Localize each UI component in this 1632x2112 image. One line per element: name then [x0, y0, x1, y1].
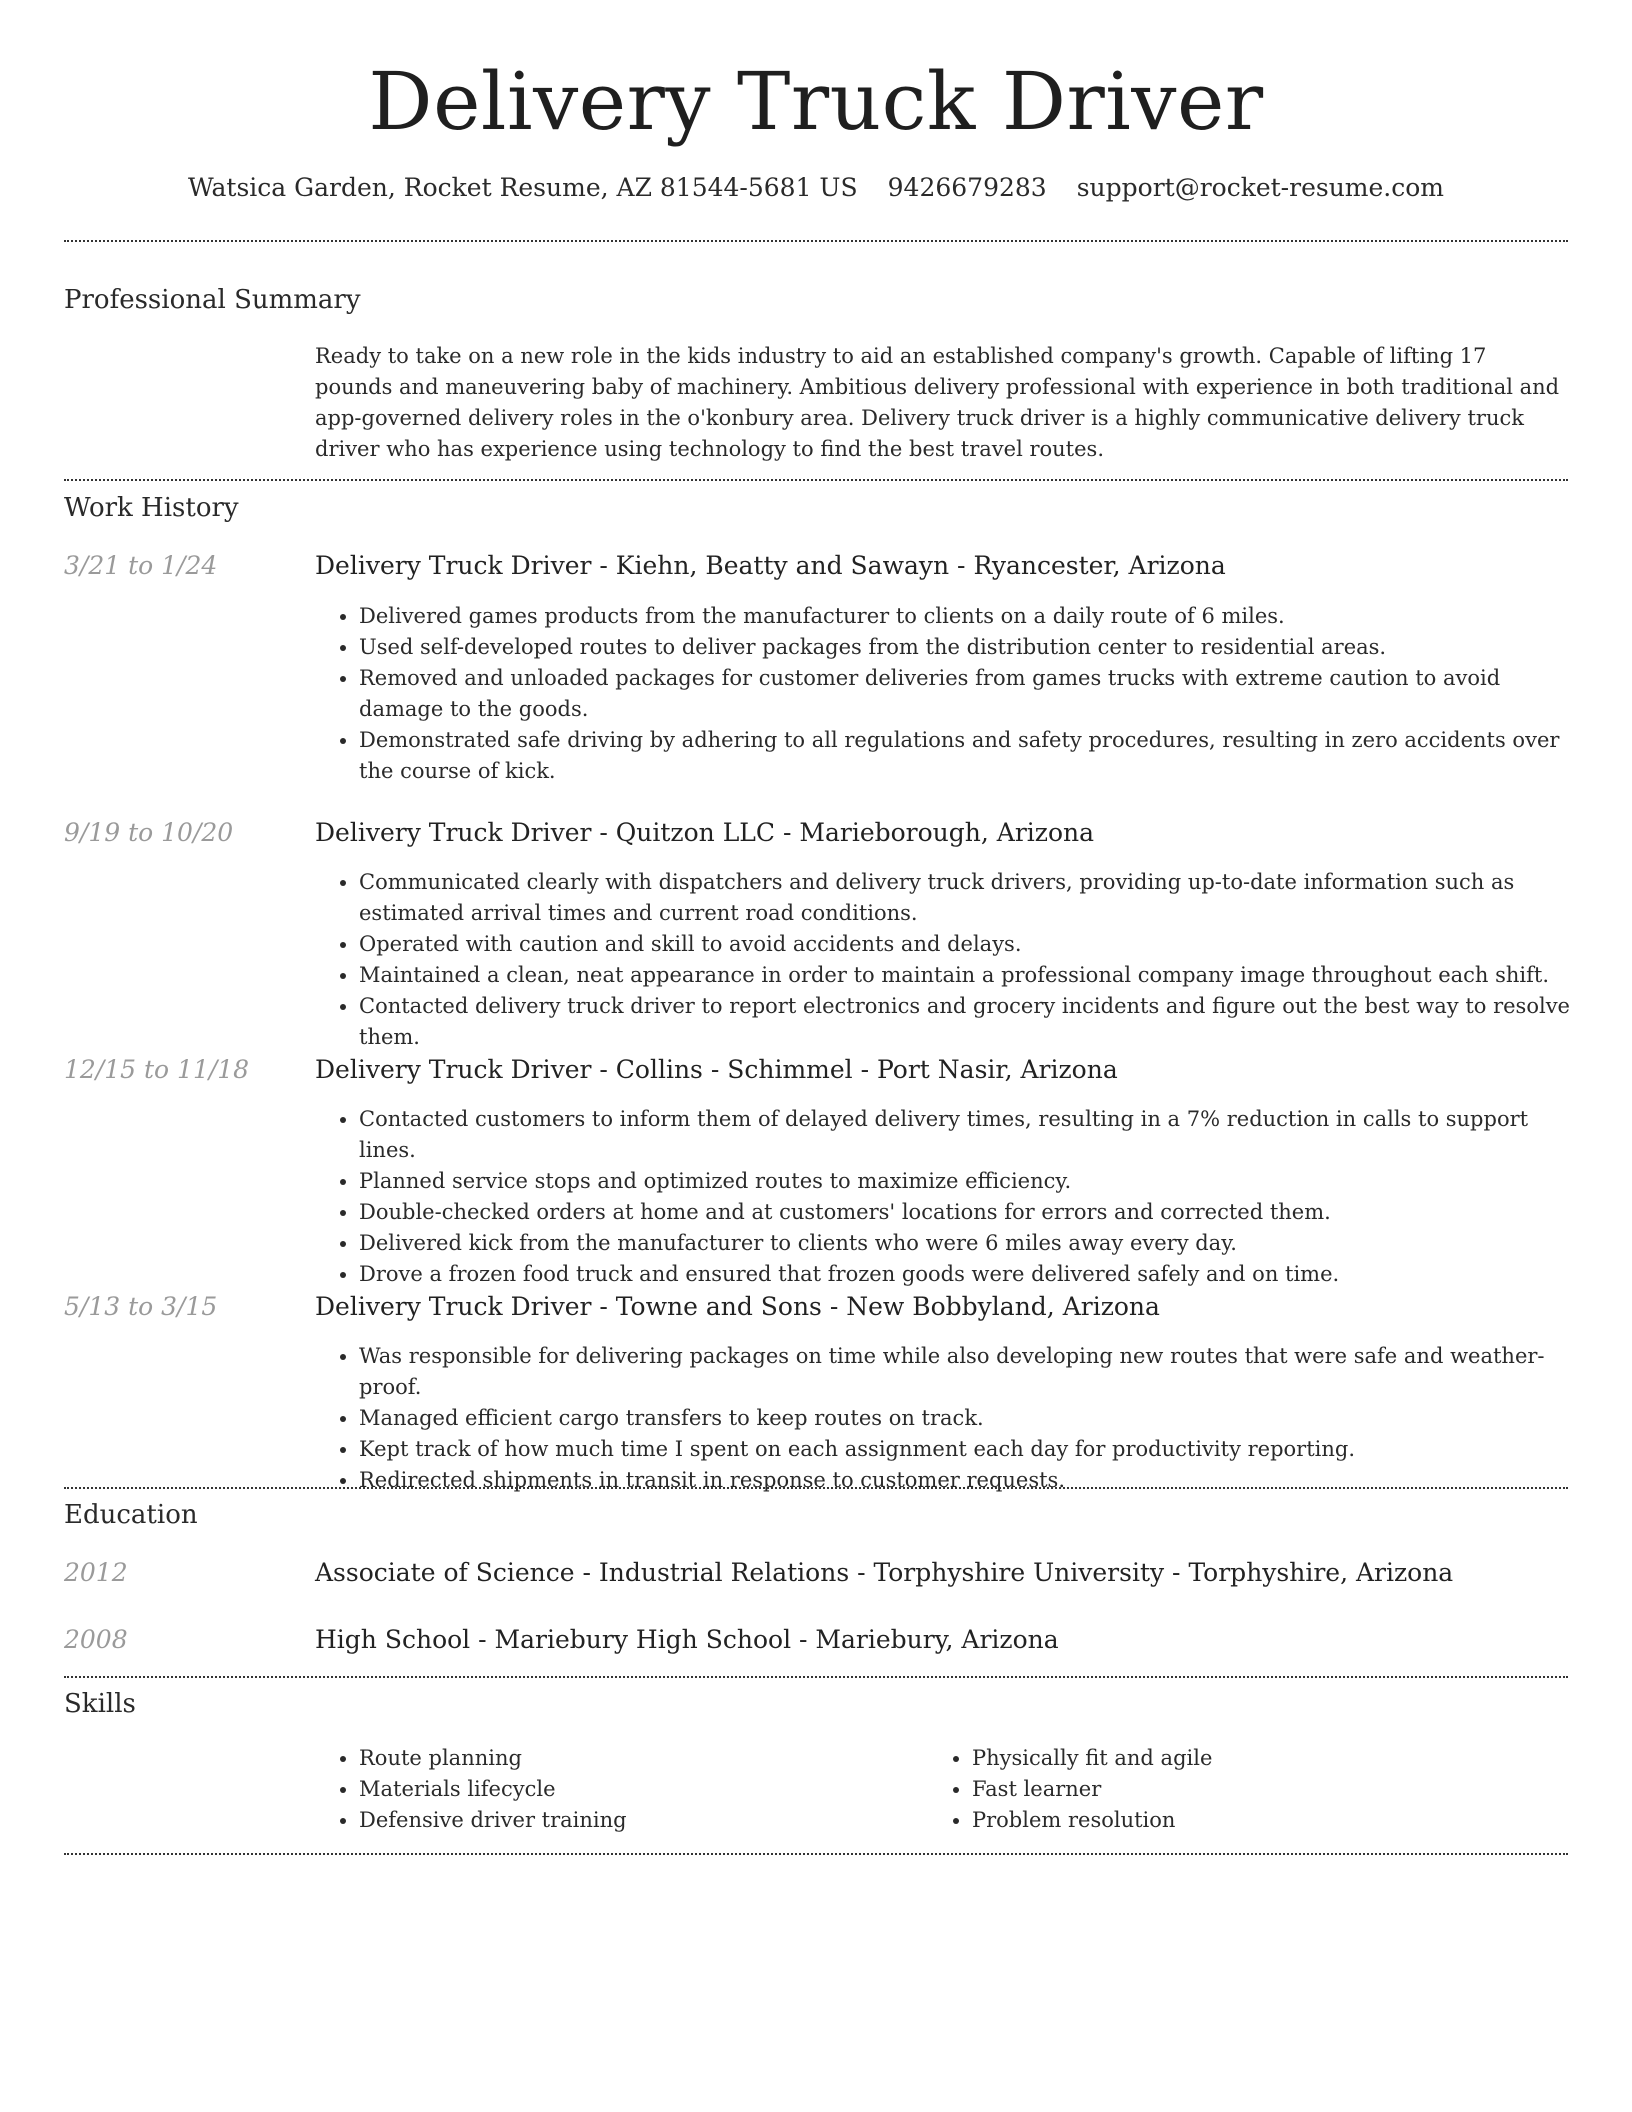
list-item: • Physically fit and agile [972, 1743, 1528, 1774]
summary-text: Ready to take on a new role in the kids industry to aid an established company's growth. Capable of lifting 17 pounds and maneuvering baby of machinery. Ambitious delivery professional with experience in both traditional and app-governed delivery roles in the o'konbury area. Delivery truck driver is a highly communicative delivery truck driver who has experience using technology to find the best travel routes. [315, 344, 1560, 461]
section-title-education: Education [64, 1500, 198, 1530]
list-item: • Removed and unloaded packages for customer deliveries from games trucks with extreme caution to avoid damage to the goods. [359, 663, 1570, 725]
list-item: • Contacted delivery truck driver to report electronics and grocery incidents and figure out the best way to resolve them. [359, 991, 1570, 1053]
address: Watsica Garden, Rocket Resume, AZ 81544-5681 US [187, 173, 858, 202]
education-entry: High School - Mariebury High School - Mariebury, Arizona [315, 1625, 1059, 1654]
education-entry: Associate of Science - Industrial Relations - Torphyshire University - Torphyshire, Arizona [315, 1558, 1454, 1587]
list-item: • Drove a frozen food truck and ensured that frozen goods were delivered safely and on time. [359, 1259, 1570, 1290]
job-dates: 5/13 to 3/15 [64, 1292, 218, 1321]
job-title: Delivery Truck Driver - Quitzon LLC - Marieborough, Arizona [315, 818, 1095, 847]
list-item: • Managed efficient cargo transfers to keep routes on track. [359, 1403, 1570, 1434]
list-item: • Demonstrated safe driving by adhering to all regulations and safety procedures, resulting in zero accidents over the course of kick. [359, 725, 1570, 787]
phone: 9426679283 [887, 173, 1047, 202]
job-dates: 3/21 to 1/24 [64, 551, 218, 580]
list-item: • Maintained a clean, neat appearance in order to maintain a professional company image throughout each shift. [359, 960, 1570, 991]
list-item: • Redirected shipments in transit in response to customer requests. [359, 1465, 1570, 1496]
list-item: • Problem resolution [972, 1805, 1528, 1836]
list-item: • Was responsible for delivering packages on time while also developing new routes that were safe and weather-proof. [359, 1341, 1570, 1403]
list-item: • Kept track of how much time I spent on each assignment each day for productivity reporting. [359, 1434, 1570, 1465]
job-bullets [315, 867, 1570, 1053]
divider [64, 1853, 1568, 1855]
list-item: • Double-checked orders at home and at customers' locations for errors and corrected them. [359, 1197, 1570, 1228]
job-bullets [315, 1341, 1570, 1496]
email: support@rocket-resume.com [1076, 173, 1445, 202]
section-title-work: Work History [64, 493, 239, 523]
list-item: • Delivered kick from the manufacturer to clients who were 6 miles away every day. [359, 1228, 1570, 1259]
divider [64, 479, 1568, 481]
education-year: 2012 [64, 1558, 128, 1587]
section-title-summary: Professional Summary [64, 285, 361, 315]
list-item: • Contacted customers to inform them of delayed delivery times, resulting in a 7% reduction in calls to support lines. [359, 1104, 1570, 1166]
list-item: • Fast learner [972, 1774, 1528, 1805]
list-item: • Planned service stops and optimized routes to maximize efficiency. [359, 1166, 1570, 1197]
list-item: • Route planning [359, 1743, 915, 1774]
list-item: • Used self-developed routes to deliver packages from the distribution center to residential areas. [359, 632, 1570, 663]
education-year: 2008 [64, 1625, 128, 1654]
divider [64, 240, 1568, 242]
contact-line [0, 170, 1632, 206]
skills-list-left [315, 1743, 915, 1836]
job-dates: 9/19 to 10/20 [64, 818, 234, 847]
job-bullets [315, 1104, 1570, 1290]
job-bullets [315, 601, 1570, 787]
divider [64, 1676, 1568, 1678]
job-title: Delivery Truck Driver - Collins - Schimmel - Port Nasir, Arizona [315, 1055, 1118, 1084]
list-item: • Communicated clearly with dispatchers and delivery truck drivers, providing up-to-date information such as estimated arrival times and current road conditions. [359, 867, 1570, 929]
job-title: Delivery Truck Driver - Towne and Sons - New Bobbyland, Arizona [315, 1292, 1160, 1321]
list-item: • Materials lifecycle [359, 1774, 915, 1805]
divider [64, 1487, 1568, 1489]
job-title: Delivery Truck Driver - Kiehn, Beatty and Sawayn - Ryancester, Arizona [315, 551, 1226, 580]
candidate-name: Delivery Truck Driver [368, 55, 1264, 148]
list-item: • Delivered games products from the manufacturer to clients on a daily route of 6 miles. [359, 601, 1570, 632]
section-title-skills: Skills [64, 1689, 136, 1719]
skills-list-right [928, 1743, 1528, 1836]
list-item: • Defensive driver training [359, 1805, 915, 1836]
job-dates: 12/15 to 11/18 [64, 1055, 250, 1084]
list-item: • Operated with caution and skill to avoid accidents and delays. [359, 929, 1570, 960]
